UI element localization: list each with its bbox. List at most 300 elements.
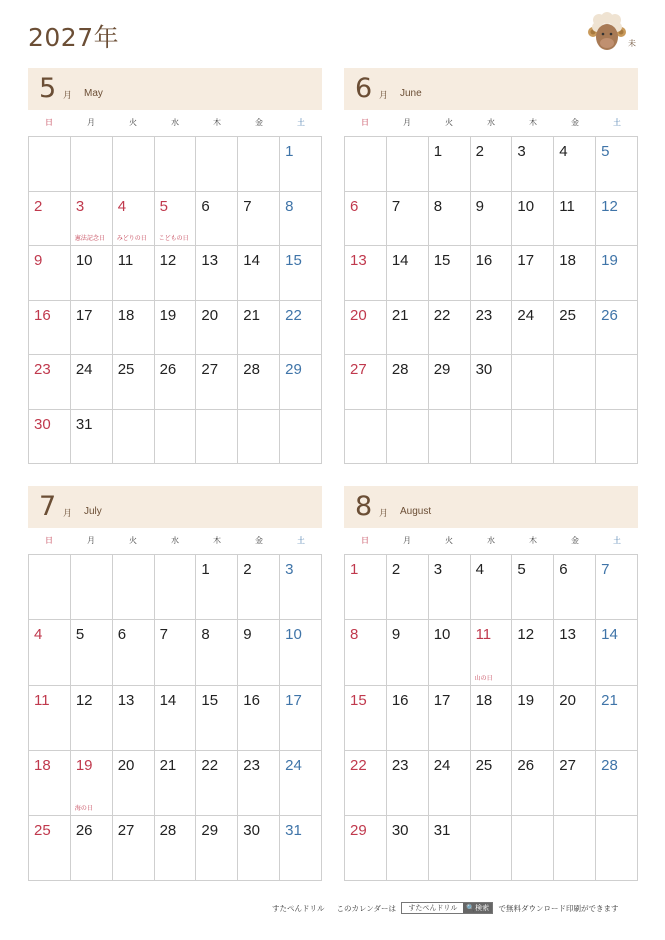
day-number: 16 [391,691,409,709]
day-number: 8 [350,626,359,644]
day-number: 27 [350,361,367,378]
day-number: 9 [391,626,401,644]
weekday-label: 金 [571,118,579,127]
weekday-label: 日 [45,536,53,545]
day-cell [512,751,554,816]
month-header [28,68,322,110]
day-cell [155,301,197,356]
footer [272,903,619,915]
day-number: 22 [433,306,451,324]
weekday-label: 金 [571,536,579,545]
day-number: 2 [34,197,43,215]
day-number: 30 [243,822,260,840]
day-number: 24 [285,756,302,774]
weekday-label: 土 [613,536,621,545]
day-number: 13 [350,252,367,269]
day-cell [113,620,155,685]
day-cell [512,246,554,301]
day-number: 15 [433,252,451,269]
day-cell [596,686,638,751]
day-cell [71,355,113,410]
day-cell [280,555,322,620]
month-june [344,68,638,464]
day-cell [71,620,113,685]
day-number: 13 [201,252,219,269]
weekday-label: 火 [445,536,453,545]
day-cell [113,410,155,465]
day-cell [471,816,513,881]
day-number: 26 [601,306,618,324]
day-number: 21 [159,756,177,774]
day-number: 6 [201,197,210,215]
day-number: 30 [391,822,409,840]
day-cell [155,246,197,301]
day-cell [471,192,513,247]
day-cell [29,410,71,465]
day-cell [155,137,197,192]
day-cell [113,751,155,816]
day-number: 23 [475,306,493,324]
weekday-label: 土 [297,118,305,127]
day-cell [471,686,513,751]
day-number: 28 [243,361,260,378]
day-cell [155,620,197,685]
page-title: 2027年 [28,23,120,52]
month-header [344,486,638,528]
day-number: 8 [433,197,443,215]
day-number: 6 [350,197,359,215]
day-number: 25 [475,756,493,774]
day-cell [71,301,113,356]
day-cell [554,410,596,465]
day-number: 9 [34,252,43,269]
day-number: 24 [75,361,93,378]
day-cell [238,301,280,356]
day-cell [29,751,71,816]
holiday-name: こどもの日 [158,235,189,242]
day-cell [387,410,429,465]
day-cell [596,751,638,816]
calendar-grid [344,136,638,464]
weekday-label: 木 [213,118,221,127]
day-cell [196,137,238,192]
day-cell [387,555,429,620]
day-cell [596,410,638,465]
day-number: 1 [201,561,210,578]
day-number: 5 [517,561,526,578]
day-number: 14 [391,252,409,269]
weekday-label: 水 [487,118,495,127]
day-number: 17 [433,691,451,709]
day-cell [238,686,280,751]
day-number: 6 [117,626,127,644]
day-number: 23 [34,361,51,378]
day-cell [471,751,513,816]
day-number: 11 [475,626,492,644]
day-cell [29,620,71,685]
day-cell [471,246,513,301]
day-cell [554,686,596,751]
day-number: 15 [350,691,367,709]
weekday-row [28,110,322,136]
month-kanji: 月 [379,509,389,519]
day-cell [196,751,238,816]
day-number: 1 [285,143,294,160]
day-cell [429,301,471,356]
day-cell [196,246,238,301]
footer-text-2: で無料ダウンロード印刷ができます [498,904,619,913]
day-cell [280,410,322,465]
weekday-label: 月 [403,536,411,545]
weekday-label: 日 [45,118,53,127]
day-cell [113,555,155,620]
day-cell [596,355,638,410]
day-number: 6 [559,561,568,578]
day-number: 4 [559,143,568,160]
day-number: 11 [117,252,134,269]
day-number: 18 [117,306,135,324]
day-number: 25 [34,822,51,840]
day-cell [429,410,471,465]
weekday-label: 水 [171,118,179,127]
day-cell [596,555,638,620]
day-number: 1 [433,143,443,160]
day-cell [596,620,638,685]
day-cell [512,410,554,465]
day-number: 11 [559,197,575,215]
day-cell [554,555,596,620]
day-cell [387,301,429,356]
weekday-row [344,110,638,136]
day-cell [71,246,113,301]
day-cell [512,301,554,356]
day-cell [280,137,322,192]
month-may [28,68,322,464]
day-cell [238,137,280,192]
month-header [28,486,322,528]
day-cell [512,355,554,410]
weekday-label: 月 [87,118,95,127]
month-english: May [84,88,103,99]
day-cell [387,620,429,685]
day-cell [155,686,197,751]
day-cell [345,816,387,881]
day-cell [471,355,513,410]
search-button[interactable]: 🔍検索 [463,903,492,913]
day-cell [512,620,554,685]
holiday-name: みどりの日 [116,235,147,242]
day-number: 15 [201,691,219,709]
weekday-label: 金 [255,118,263,127]
day-cell [554,816,596,881]
footer-brand: すたぺんドリル [272,904,325,913]
day-cell [429,751,471,816]
day-cell [29,686,71,751]
month-number: 7 [39,491,57,522]
day-number: 23 [243,756,260,774]
month-number: 6 [355,73,373,104]
weekday-label: 火 [129,536,137,545]
day-cell [196,816,238,881]
day-cell [280,686,322,751]
day-number: 16 [243,691,260,709]
weekday-label: 水 [487,536,495,545]
weekday-label: 日 [361,536,369,545]
day-cell [387,686,429,751]
day-cell [596,301,638,356]
day-number: 25 [559,306,576,324]
weekday-label: 金 [255,536,263,545]
day-cell [113,816,155,881]
zodiac-label: 未 [628,39,636,48]
day-cell [155,355,197,410]
weekday-label: 火 [129,118,137,127]
weekday-label: 月 [403,118,411,127]
day-cell [345,751,387,816]
day-cell [512,686,554,751]
day-cell [196,192,238,247]
day-cell [345,355,387,410]
day-number: 1 [350,561,359,578]
day-number: 8 [285,197,294,215]
day-number: 10 [285,626,302,644]
day-number: 22 [285,306,302,324]
day-cell [29,301,71,356]
day-cell [471,301,513,356]
day-number: 13 [117,691,135,709]
day-cell [196,620,238,685]
day-cell [155,410,197,465]
day-number: 19 [601,252,618,269]
day-cell [387,246,429,301]
day-number: 17 [517,252,535,269]
day-number: 3 [285,561,294,578]
day-number: 9 [243,626,252,644]
day-number: 2 [475,143,484,160]
day-cell [429,246,471,301]
day-number: 30 [34,415,51,433]
day-number: 18 [34,756,51,774]
day-cell [155,555,197,620]
day-cell [29,816,71,881]
day-number: 29 [201,822,219,840]
search-box-text: すたぺんドリル [408,904,458,912]
day-cell [596,192,638,247]
day-cell [596,246,638,301]
month-number: 5 [39,73,57,104]
day-number: 5 [601,143,610,160]
day-cell [387,137,429,192]
calendar-grid [344,554,638,881]
day-cell [29,555,71,620]
day-number: 29 [350,822,367,840]
day-cell [238,816,280,881]
month-header [344,68,638,110]
day-cell [387,751,429,816]
day-cell [596,137,638,192]
day-cell [113,192,155,247]
day-number: 11 [34,691,50,709]
weekday-label: 水 [171,536,179,545]
day-cell [554,355,596,410]
calendar-grid [28,136,322,464]
day-cell [155,192,197,247]
day-cell [345,620,387,685]
day-number: 20 [201,306,219,324]
day-cell [280,355,322,410]
month-august [344,486,638,881]
day-number: 20 [117,756,135,774]
weekday-row [28,528,322,554]
day-cell [196,355,238,410]
month-kanji: 月 [63,91,73,101]
day-cell [345,246,387,301]
weekday-label: 木 [213,536,221,545]
day-number: 31 [433,822,451,840]
day-number: 18 [475,691,493,709]
sheep-mascot-icon [579,10,635,56]
day-number: 28 [601,756,618,774]
day-cell [155,751,197,816]
search-box[interactable] [401,902,493,914]
day-number: 27 [559,756,576,774]
day-cell [280,192,322,247]
weekday-label: 木 [529,536,537,545]
month-kanji: 月 [63,509,73,519]
day-number: 21 [601,691,618,709]
day-number: 10 [433,626,451,644]
day-cell [238,555,280,620]
day-cell [429,816,471,881]
day-cell [554,192,596,247]
day-cell [280,301,322,356]
holiday-name: 憲法記念日 [74,235,105,242]
day-number: 26 [517,756,535,774]
day-cell [280,246,322,301]
day-cell [113,686,155,751]
day-number: 21 [243,306,260,324]
day-cell [29,246,71,301]
day-number: 14 [159,691,177,709]
day-cell [345,555,387,620]
day-number: 27 [117,822,135,840]
day-cell [196,686,238,751]
day-number: 2 [391,561,401,578]
day-cell [71,816,113,881]
weekday-label: 月 [87,536,95,545]
day-number: 27 [201,361,219,378]
day-cell [554,301,596,356]
day-number: 10 [517,197,535,215]
day-cell [238,246,280,301]
day-number: 16 [475,252,493,269]
day-cell [238,751,280,816]
day-cell [471,410,513,465]
day-number: 3 [75,197,85,215]
day-number: 4 [117,197,127,215]
day-number: 26 [159,361,177,378]
day-cell [471,620,513,685]
day-number: 14 [243,252,260,269]
day-number: 29 [433,361,451,378]
day-number: 19 [159,306,177,324]
day-cell [71,751,113,816]
weekday-label: 土 [297,536,305,545]
day-cell [429,686,471,751]
weekday-label: 火 [445,118,453,127]
footer-text-1: このカレンダーは [336,904,397,913]
day-cell [345,410,387,465]
day-number: 21 [391,306,409,324]
day-cell [554,751,596,816]
day-number: 25 [117,361,135,378]
day-cell [345,137,387,192]
weekday-label: 土 [613,118,621,127]
day-number: 20 [559,691,576,709]
day-cell [554,137,596,192]
day-number: 12 [159,252,177,269]
day-number: 16 [34,306,51,324]
day-cell [512,555,554,620]
day-cell [113,355,155,410]
day-cell [238,620,280,685]
day-cell [345,686,387,751]
day-cell [196,410,238,465]
day-number: 29 [285,361,302,378]
day-number: 4 [34,626,43,644]
day-number: 2 [243,561,252,578]
calendar-grid [28,554,322,881]
day-number: 7 [159,626,168,644]
day-cell [71,410,113,465]
day-number: 15 [285,252,302,269]
day-cell [387,192,429,247]
day-cell [29,192,71,247]
day-number: 7 [601,561,610,578]
day-number: 20 [350,306,367,324]
day-cell [429,555,471,620]
day-number: 22 [201,756,219,774]
day-cell [471,137,513,192]
day-number: 28 [391,361,409,378]
day-cell [471,555,513,620]
day-number: 18 [559,252,576,269]
day-cell [429,137,471,192]
day-number: 24 [517,306,535,324]
day-cell [29,355,71,410]
day-cell [387,355,429,410]
day-number: 26 [75,822,93,840]
weekday-label: 木 [529,118,537,127]
day-number: 28 [159,822,177,840]
holiday-name: 山の日 [474,674,493,682]
day-cell [113,301,155,356]
day-number: 5 [159,197,168,215]
day-number: 5 [75,626,85,644]
weekday-label: 日 [361,118,369,127]
day-number: 7 [243,197,252,215]
day-cell [429,620,471,685]
day-number: 19 [75,756,93,774]
day-number: 30 [475,361,493,378]
day-cell [554,620,596,685]
day-cell [71,555,113,620]
day-cell [71,686,113,751]
day-number: 12 [517,626,535,644]
day-cell [429,355,471,410]
day-cell [512,816,554,881]
day-cell [238,192,280,247]
